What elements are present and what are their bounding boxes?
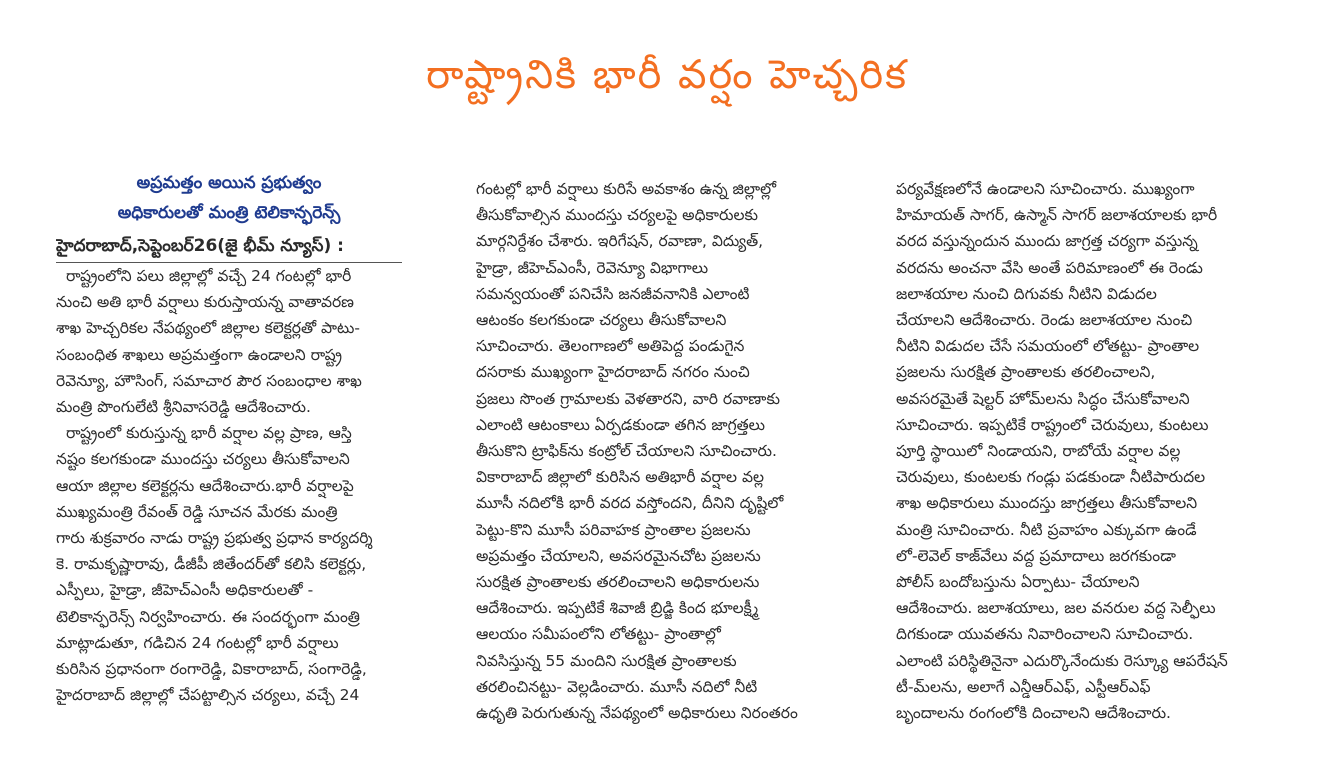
article-column-3 [896, 176, 1266, 766]
subheading-line-2: అధికారులతో మంత్రి టెలికాన్ఫరెన్స్ [117, 203, 341, 223]
article-line: కురిసిన ప్రధానంగా రంగారెడ్డి, వికారాబాద్, సంగారెడ్డి, [56, 660, 367, 679]
article-line: వరదను అంచనా వేసి అంతే పరిమాణంలో ఈ రెండు [896, 258, 1203, 277]
article-line: ఆలయం సమీపంలోని లోతట్టు- ప్రాంతాల్లో [476, 625, 721, 644]
article-line: మంత్రి సూచించారు. నీటి ప్రవాహం ఎక్కువగా ఉండే [896, 520, 1197, 539]
article-line: రాష్ట్రంలో కురుస్తున్న భారీ వర్షాల వల్ల ప్రాణ, ఆస్తి [66, 424, 352, 443]
article-line: నివసిస్తున్న 55 మందిని సురక్షిత ప్రాంతాలకు [476, 651, 737, 670]
article-line: దిగకుండా యువతను నివారించాలని సూచించారు. [896, 625, 1194, 644]
article-line: సంబంధిత శాఖలు అప్రమత్తంగా ఉండాలని రాష్ట్ర [56, 345, 342, 364]
article-line: మంత్రి పొంగులేటి శ్రీనివాసరెడ్డి ఆదేశించారు. [56, 398, 311, 417]
article-line: వికారాబాద్ జిల్లాలో కురిసిన అతిభారీ వర్షాల వల్ల [476, 468, 764, 487]
article-line: సూచించారు. తెలంగాణలో అతిపెద్ద పండుగైన [476, 337, 745, 356]
article-line: శాఖ హెచ్చరికల నేపథ్యంలో జిల్లాల కలెక్టర్లతో పాటు- [56, 319, 360, 338]
subheading-line-1: అప్రమత్తం అయిన ప్రభుత్వం [136, 173, 322, 193]
article-line: మూసీ నదిలోకి భారీ వరద వస్తోందని, దీనిని దృష్టిలో [476, 494, 784, 513]
article-line: శాఖ అధికారులు ముందస్తు జాగ్రత్తలు తీసుకోవాలని [896, 494, 1198, 513]
article-line: ప్రజలు సొంత గ్రామాలకు వెళతారని, వారి రవాణాకు [476, 389, 780, 408]
article-line: మార్గనిర్దేశం చేశారు. ఇరిగేషన్, రవాణా, విద్యుత్, [476, 232, 764, 251]
column-1-body [56, 263, 402, 708]
article-line: ఎలాంటి ఆటంకాలు ఏర్పడకుండా తగిన జాగ్రత్తలు [476, 415, 766, 434]
article-line: ఆదేశించారు. ఇప్పటికే శివాజీ బ్రిడ్జి కింద భూలక్ష్మీ [476, 599, 759, 618]
article-column-2 [476, 176, 854, 766]
article-line: నష్టం కలగకుండా ముందస్తు చర్యలు తీసుకోవాలని [56, 450, 350, 469]
article-line: సురక్షిత ప్రాంతాలకు తరలించాలని అధికారులను [476, 573, 760, 592]
article-line: ఆటంకం కలగకుండా చర్యలు తీసుకోవాలని [476, 311, 727, 330]
article-line: నీటిని విడుదల చేసే సమయంలో లోతట్టు- ప్రాంతాల [896, 337, 1200, 356]
article-line: గారు శుక్రవారం నాడు రాష్ట్ర ప్రభుత్వ ప్రధాన కార్యదర్శి [56, 529, 373, 548]
article-line: జలాశయాల నుంచి దిగువకు నీటిని విడుదల [896, 284, 1157, 303]
article-line: లో-లెవెల్ కాజ్‌వేలు వద్ద ప్రమాదాలు జరగకుండా [896, 546, 1176, 565]
column-3-body [896, 176, 1266, 726]
article-column-1 [56, 168, 402, 766]
article-line: అప్రమత్తం చేయాలని, అవసరమైనచోట ప్రజలను [476, 546, 761, 565]
article-line: చెరువులు, కుంటలకు గండ్లు పడకుండా నీటిపారుదల [896, 468, 1206, 487]
article-line: అవసరమైతే షెల్టర్ హోమ్‌లను సిద్ధం చేసుకోవాలని [896, 389, 1190, 408]
article-line: గంటల్లో భారీ వర్షాలు కురిసే అవకాశం ఉన్న జిల్లాల్లో [476, 180, 777, 198]
article-line: వరద వస్తున్నందున ముందు జాగ్రత్త చర్యగా వస్తున్న [896, 232, 1198, 251]
article-line: తరలించినట్టు- వెల్లడించారు. మూసీ నదిలో నీటి [476, 677, 758, 696]
article-line: పెట్టు-కొని మూసీ పరివాహక ప్రాంతాల ప్రజలను [476, 520, 751, 539]
article-line: కె. రామకృష్ణారావు, డీజీపీ జితేందర్‌తో కలిసి కలెక్టర్లు, [56, 555, 367, 574]
article-line: చేయాలని ఆదేశించారు. రెండు జలాశయాల నుంచి [896, 311, 1193, 330]
article-line: సూచించారు. ఇప్పటికే రాష్ట్రంలో చెరువులు, కుంటలు [896, 415, 1209, 434]
dateline: హైదరాబాద్,సెప్టెంబర్26(జై భీమ్ న్యూస్) : [56, 232, 402, 263]
article-line: ముఖ్యమంత్రి రేవంత్ రెడ్డి సూచన మేరకు మంత్రి [56, 502, 338, 521]
headline: రాష్ట్రానికి భారీ వర్షం హెచ్చరిక [425, 52, 909, 98]
article-line: రెవెన్యూ, హౌసింగ్, సమాచార పౌర సంబంధాల శాఖ [56, 371, 362, 390]
article-line: హిమాయత్ సాగర్, ఉస్మాన్ సాగర్ జలాశయాలకు భారీ [896, 206, 1218, 225]
article-line: దసరాకు ముఖ్యంగా హైదరాబాద్ నగరం నుంచి [476, 363, 750, 382]
article-line: సమన్వయంతో పనిచేసి జనజీవనానికి ఎలాంటి [476, 284, 750, 303]
article-line: ప్రజలను సురక్షిత ప్రాంతాలకు తరలించాలని, [896, 363, 1156, 382]
article-line: నుంచి అతి భారీ వర్షాలు కురుస్తాయన్న వాతావరణ [56, 293, 354, 312]
article-line: హైడ్రా, జీహెచ్ఎంసీ, రెవెన్యూ విభాగాలు [476, 258, 709, 277]
article-line: తీసుకోవాల్సిన ముందస్తు చర్యలపై అధికారులకు [476, 206, 758, 225]
column-2-body [476, 176, 854, 726]
article-line: పర్యవేక్షణలోనే ఉండాలని సూచించారు. ముఖ్యంగా [896, 180, 1195, 198]
article-line: ఎలాంటి పరిస్థితినైనా ఎదుర్కొనేందుకు రెస్క్యూ ఆపరేషన్ [896, 651, 1228, 670]
article-line: పూర్తి స్థాయిలో నిండాయని, రాబోయే వర్షాల వల్ల [896, 442, 1181, 461]
article-line: ఆదేశించారు. జలాశయాలు, జల వనరుల వద్ద సెల్ఫీలు [896, 599, 1216, 618]
article-line: ఆయా జిల్లాల కలెక్టర్లను ఆదేశించారు.భారీ వర్షాలపై [56, 476, 354, 495]
article-line: ఎస్పీలు, హైడ్రా, జీహెచ్ఎంసీ అధికారులతో - [56, 581, 314, 600]
article-line: తీసుకొని ట్రాఫిక్‌ను కంట్రోల్ చేయాలని సూచించారు. [476, 442, 777, 461]
article-line: ఉధృతి పెరుగుతున్న నేపథ్యంలో అధికారులు నిరంతరం [476, 704, 798, 723]
article-line: బృందాలను రంగంలోకి దించాలని ఆదేశించారు. [896, 704, 1171, 723]
article-line: మాట్లాడుతూ, గడిచిన 24 గంటల్లో భారీ వర్షాలు [56, 633, 339, 652]
article-line: హైదరాబాద్ జిల్లాల్లో చేపట్టాల్సిన చర్యలు, వచ్చే 24 [56, 686, 360, 705]
article-line: రాష్ట్రంలోని పలు జిల్లాల్లో వచ్చే 24 గంటల్లో భారీ [66, 267, 352, 285]
article-line: టీ-మ్‌లను, అలాగే ఎన్డీఆర్ఎఫ్, ఎస్టీఆర్ఎఫ్ [896, 677, 1151, 696]
article-line: పోలీస్ బందోబస్తును ఏర్పాటు- చేయాలని [896, 573, 1140, 592]
article-line: టెలికాన్ఫరెన్స్ నిర్వహించారు. ఈ సందర్భంగా మంత్రి [56, 607, 360, 626]
